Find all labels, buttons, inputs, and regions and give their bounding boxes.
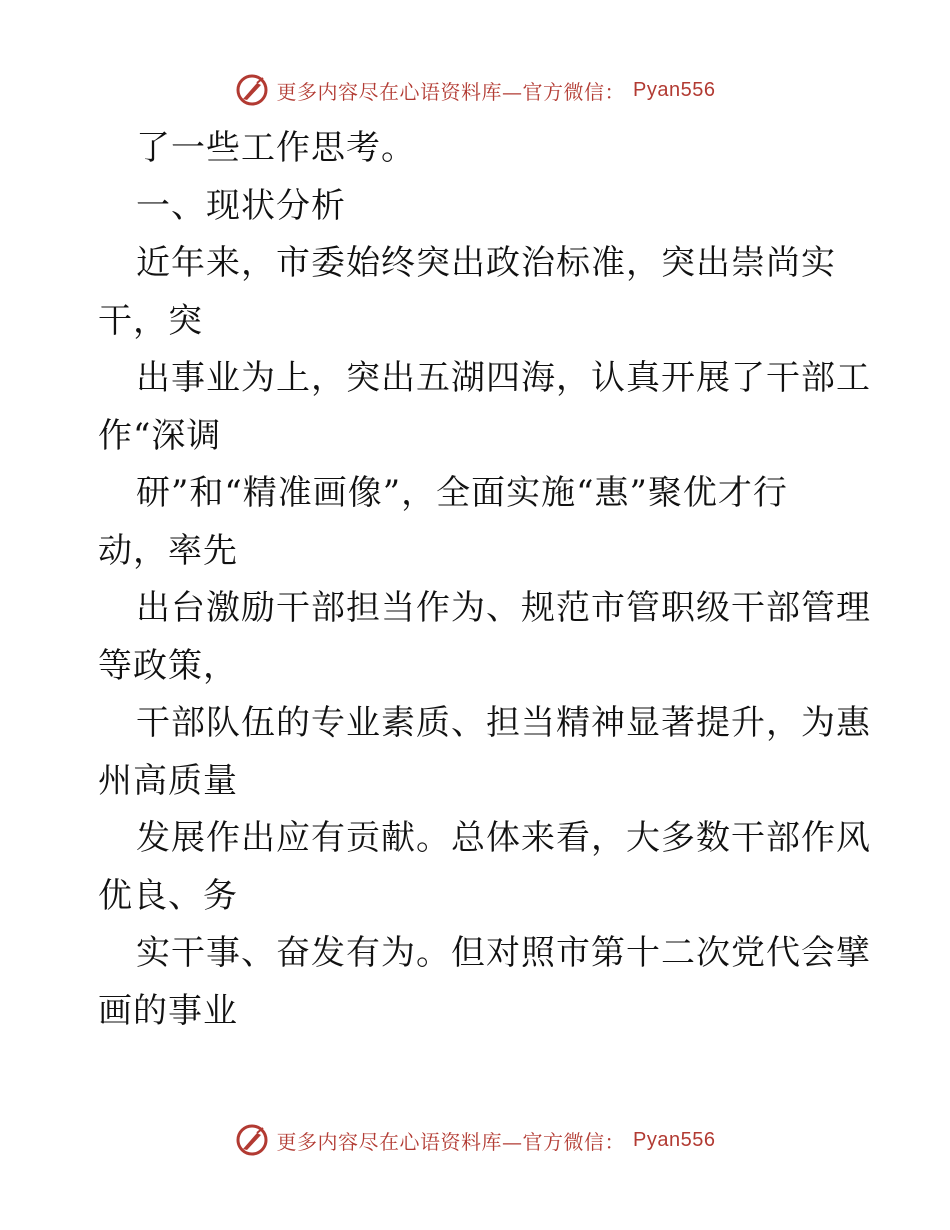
text-line: 动，率先 bbox=[98, 530, 238, 571]
text-line: 研”和“精准画像”，全面实施“惠”聚优才行 bbox=[136, 473, 788, 513]
text-line: 出事业为上，突出五湖四海，认真开展了干部工 bbox=[136, 358, 871, 398]
text-line: 画的事业 bbox=[98, 990, 238, 1031]
text-line: 发展作出应有贡献。总体来看，大多数干部作风 bbox=[136, 818, 871, 858]
text-line: 出台激励干部担当作为、规范市管职级干部管理 bbox=[136, 588, 871, 628]
text-line: 作“深调 bbox=[98, 415, 222, 456]
text-line: 近年来，市委始终突出政治标准，突出崇尚实 bbox=[136, 243, 836, 283]
text-line: 一、现状分析 bbox=[136, 185, 346, 226]
document-body bbox=[98, 120, 871, 1040]
watermark-text: 更多内容尽在心语资料库—官方微信： bbox=[276, 79, 626, 104]
text-line: 优良、务 bbox=[98, 875, 238, 916]
watermark-handle: Pyan556 bbox=[633, 1128, 716, 1151]
watermark-handle: Pyan556 bbox=[633, 78, 716, 101]
footer-watermark bbox=[0, 1120, 950, 1160]
text-line: 干，突 bbox=[98, 300, 203, 341]
quill-logo-icon bbox=[235, 1123, 269, 1157]
quill-logo-icon bbox=[235, 73, 269, 107]
text-line: 了一些工作思考。 bbox=[136, 128, 416, 168]
text-line: 干部队伍的专业素质、担当精神显著提升，为惠 bbox=[136, 703, 871, 743]
text-line: 等政策， bbox=[98, 645, 238, 686]
watermark-text: 更多内容尽在心语资料库—官方微信： bbox=[276, 1129, 626, 1154]
header-watermark bbox=[0, 70, 950, 110]
text-line: 州高质量 bbox=[98, 760, 238, 801]
text-line: 实干事、奋发有为。但对照市第十二次党代会擘 bbox=[136, 933, 871, 973]
